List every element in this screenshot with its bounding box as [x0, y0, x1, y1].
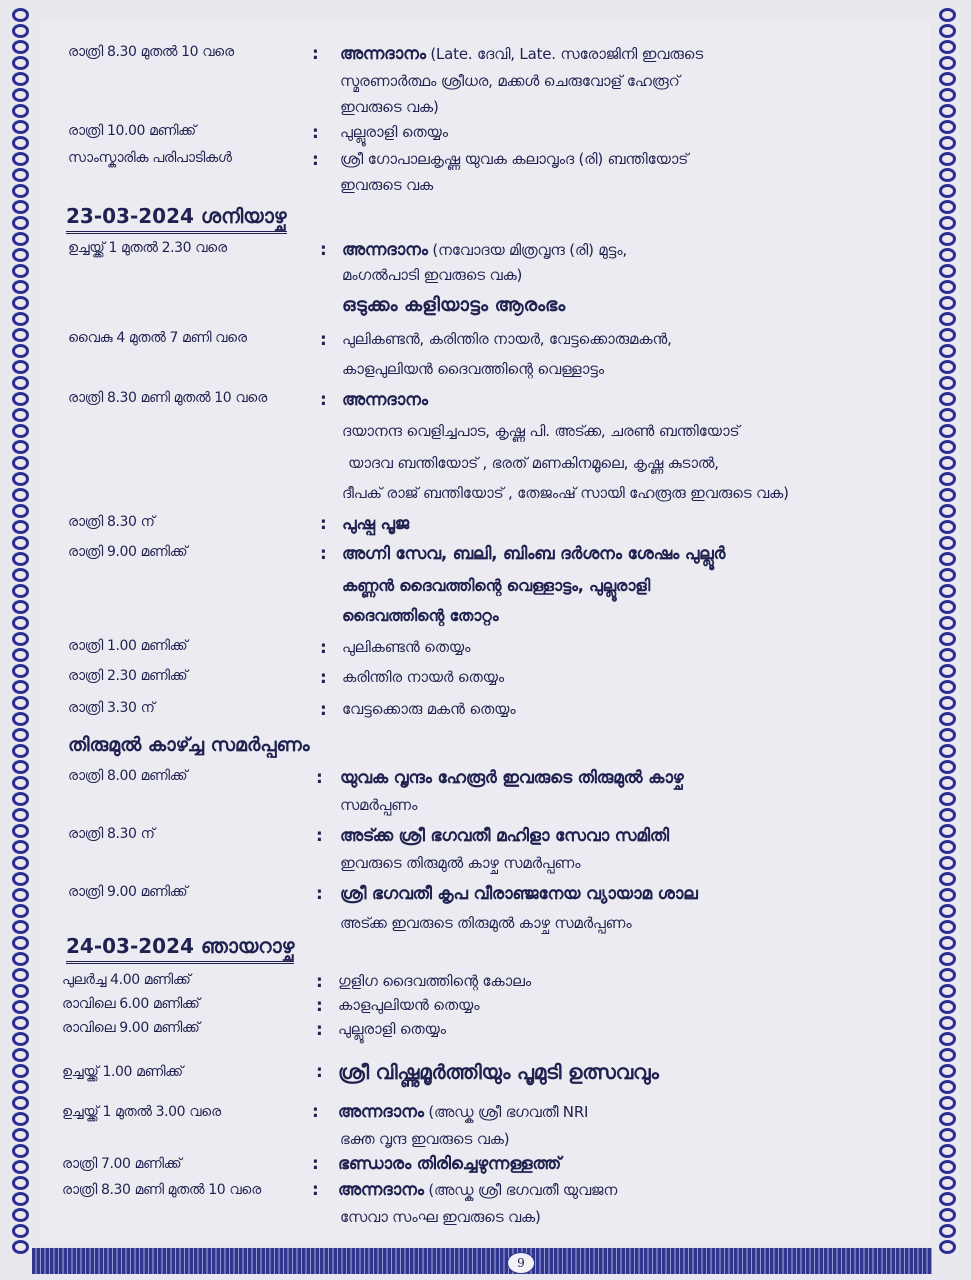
entry-colon: : — [316, 826, 323, 846]
entry-time: രാത്രി 8.30 ന് — [68, 826, 155, 842]
border-ring — [939, 632, 956, 646]
border-ring — [939, 760, 956, 774]
entry-description — [342, 390, 428, 410]
entry-time: ഉച്ചയ്ക്ക് 1 മുതൽ 2.30 വരെ — [68, 240, 227, 256]
border-ring — [939, 1096, 956, 1110]
border-ring — [939, 968, 956, 982]
border-ring — [939, 120, 956, 134]
entry-highlight: അന്നദാനം — [342, 390, 428, 410]
border-ring — [939, 504, 956, 518]
entry-highlight: അന്നദാനം — [338, 1180, 424, 1200]
border-ring — [12, 952, 29, 966]
entry-continuation: സേവാ സംഘ ഇവരുടെ വക) — [340, 1208, 541, 1226]
entry-highlight: പുഷ്പ പൂജ — [342, 514, 409, 534]
border-ring — [939, 472, 956, 486]
border-ring — [12, 296, 29, 310]
entry-text: (Late. ദേവി, Late. സരോജിനി ഇവരുടെ — [425, 45, 704, 63]
entry-description: ഗുളിഗ ദൈവത്തിന്റെ കോലം — [338, 972, 531, 990]
entry-description: കരിന്തിര നായർ തെയ്യം — [342, 668, 504, 686]
border-ring — [12, 888, 29, 902]
border-ring — [939, 776, 956, 790]
border-ring — [939, 104, 956, 118]
border-ring — [939, 168, 956, 182]
border-ring — [939, 1112, 956, 1126]
entry-time: രാത്രി 1.00 മണിക്ക് — [68, 638, 188, 654]
entry-continuation: ഇവരുടെ തിരുമുൽ കാഴ്ച സമർപ്പണം — [340, 854, 581, 872]
entry-colon: : — [312, 150, 319, 170]
border-ring — [12, 216, 29, 230]
border-ring — [939, 232, 956, 246]
border-ring — [939, 40, 956, 54]
border-ring — [939, 1144, 956, 1158]
entry-time: രാത്രി 7.00 മണിക്ക് — [62, 1156, 182, 1172]
entry-colon: : — [316, 884, 323, 904]
border-ring — [12, 904, 29, 918]
entry-text: (അഡ്ക ശ്രീ ഭഗവതീ NRI — [423, 1103, 589, 1121]
border-ring — [12, 1096, 29, 1110]
border-ring — [12, 792, 29, 806]
border-ring — [939, 696, 956, 710]
border-ring — [939, 1064, 956, 1078]
border-ring — [12, 1224, 29, 1238]
border-ring — [939, 536, 956, 550]
entry-colon: : — [320, 668, 327, 688]
border-ring — [939, 312, 956, 326]
entry-time: പുലർച്ച 4.00 മണിക്ക് — [62, 972, 191, 988]
border-ring — [939, 664, 956, 678]
border-ring — [12, 616, 29, 630]
border-ring — [12, 1000, 29, 1014]
border-ring — [12, 312, 29, 326]
border-ring — [12, 8, 29, 22]
kaliyattam-start-heading: ഒടുക്കം കളിയാട്ടം ആരംഭം — [342, 294, 566, 316]
entry-colon: : — [312, 1102, 319, 1122]
border-ring — [939, 1176, 956, 1190]
border-ring — [12, 1016, 29, 1030]
border-ring — [12, 392, 29, 406]
entry-colon: : — [316, 972, 323, 992]
border-ring — [939, 248, 956, 262]
entry-time: രാത്രി 2.30 മണിക്ക് — [68, 668, 188, 684]
border-ring — [12, 744, 29, 758]
border-ring — [12, 1112, 29, 1126]
border-ring — [12, 136, 29, 150]
border-ring — [12, 104, 29, 118]
border-ring — [12, 120, 29, 134]
border-ring — [939, 88, 956, 102]
border-ring — [12, 40, 29, 54]
entry-time: രാത്രി 10.00 മണിക്ക് — [68, 123, 196, 139]
entry-description — [338, 1180, 617, 1200]
border-ring — [939, 328, 956, 342]
border-ring — [12, 1208, 29, 1222]
border-ring — [939, 952, 956, 966]
border-ring — [939, 216, 956, 230]
border-ring — [939, 984, 956, 998]
border-ring — [12, 200, 29, 214]
border-ring — [12, 696, 29, 710]
entry-continuation: സമർപ്പണം — [340, 796, 418, 814]
border-ring — [939, 904, 956, 918]
border-ring — [12, 600, 29, 614]
entry-time: ഉച്ചയ്ക്ക് 1.00 മണിക്ക് — [62, 1064, 183, 1080]
border-ring — [939, 136, 956, 150]
border-ring — [12, 1240, 29, 1254]
border-ring — [12, 472, 29, 486]
border-ring — [12, 248, 29, 262]
border-ring — [939, 72, 956, 86]
border-ring — [12, 1176, 29, 1190]
border-ring — [939, 8, 956, 22]
entry-colon: : — [316, 1062, 323, 1082]
entry-description: പുല്ലൂരാളി തെയ്യം — [338, 1020, 446, 1038]
border-ring — [939, 680, 956, 694]
border-ring — [939, 616, 956, 630]
entry-continuation: ദൈവത്തിന്റെ തോറ്റം — [342, 606, 499, 625]
border-ring — [939, 520, 956, 534]
entry-description: പുലികണ്ടൻ തെയ്യം — [342, 638, 471, 656]
border-ring — [939, 1192, 956, 1206]
border-ring — [939, 1160, 956, 1174]
border-ring — [939, 56, 956, 70]
section-heading-offering: തിരുമുൽ കാഴ്ച്ച സമർപ്പണം — [68, 734, 310, 756]
entry-time: രാത്രി 9.00 മണിക്ക് — [68, 544, 188, 560]
border-ring — [939, 584, 956, 598]
entry-colon: : — [320, 240, 327, 260]
border-ring — [12, 840, 29, 854]
entry-highlight: യുവക വൃന്ദം ഹേരൂർ ഇവരുടെ തിരുമുൽ കാഴ്ച — [340, 768, 684, 788]
border-ring — [939, 744, 956, 758]
entry-description — [338, 1102, 588, 1122]
entry-colon: : — [320, 638, 327, 658]
entry-continuation: സ്മരണാർത്ഥം ശ്രീധര, മക്കൾ ചെരുവോള് ഹേരൂറ് — [340, 72, 680, 90]
entry-description — [338, 1154, 561, 1174]
footer-band — [32, 1248, 932, 1274]
entry-highlight: ശ്രീ വിഷ്ണുമൂർത്തിയും പൂമുടി ഉത്സവവും — [338, 1060, 659, 1084]
entry-highlight: അഗ്നി സേവ, ബലി, ബിംബ ദർശനം ശേഷം പുല്ലൂർ — [342, 544, 726, 564]
border-ring — [939, 344, 956, 358]
entry-colon: : — [316, 1020, 323, 1040]
entry-highlight: അന്നദാനം — [338, 1102, 424, 1122]
entry-colon: : — [320, 390, 327, 410]
entry-colon: : — [312, 1154, 319, 1174]
border-ring — [12, 408, 29, 422]
border-ring — [12, 520, 29, 534]
border-ring — [12, 648, 29, 662]
entry-continuation: ദയാനന്ദ വെളിച്ചപാട, കൃഷ്ണ പി. അട്ക്ക, ചരൺ ബന്തിയോട് — [342, 422, 740, 440]
border-ring — [939, 296, 956, 310]
border-ring — [939, 1016, 956, 1030]
entry-highlight: ഭണ്ഡാരം തിരിച്ചെഴുന്നള്ളത്ത് — [338, 1154, 561, 1174]
border-ring — [939, 792, 956, 806]
entry-time: രാത്രി 8.30 മുതൽ 10 വരെ — [68, 44, 234, 60]
entry-description — [340, 768, 683, 788]
border-ring — [939, 360, 956, 374]
entry-description: ശ്രീ ഗോപാലകൃഷ്ണ യുവക കലാവൃംദ (രി) ബന്തിയോട് — [340, 150, 689, 168]
border-ring — [12, 1064, 29, 1078]
entry-continuation: കണ്ണൻ ദൈവത്തിന്റെ വെള്ളാട്ടം, പുല്ലൂരാളി — [342, 576, 650, 595]
border-ring — [939, 152, 956, 166]
entry-highlight: ശ്രീ ഭഗവതീ കൃപ വീരാഞ്ജനേയ വ്യായാമ ശാല — [340, 884, 698, 904]
border-ring — [12, 712, 29, 726]
border-ring — [939, 920, 956, 934]
entry-time: രാത്രി 8.30 ന് — [68, 514, 155, 530]
border-ring — [939, 936, 956, 950]
entry-continuation: ഭക്ത വൃന്ദ ഇവരുടെ വക) — [340, 1130, 510, 1148]
border-ring — [939, 488, 956, 502]
entry-time: രാത്രി 8.30 മണി മുതൽ 10 വരെ — [62, 1182, 261, 1198]
entry-time: രാവിലെ 6.00 മണിക്ക് — [62, 996, 200, 1012]
entry-continuation: യാദവ ബന്തിയോട് , ഭരത് മണകിനമൂലെ, കൃഷ്ണ കുടാൽ, — [348, 454, 719, 472]
entry-time: രാത്രി 9.00 മണിക്ക് — [68, 884, 188, 900]
border-ring — [12, 728, 29, 742]
border-ring — [12, 920, 29, 934]
border-ring — [12, 1160, 29, 1174]
border-ring — [12, 1080, 29, 1094]
border-ring — [12, 504, 29, 518]
entry-time: രാത്രി 8.30 മണി മുതൽ 10 വരെ — [68, 390, 267, 406]
entry-description — [340, 884, 698, 904]
border-ring — [939, 376, 956, 390]
border-ring — [12, 968, 29, 982]
border-ring — [12, 184, 29, 198]
border-ring — [939, 712, 956, 726]
entry-colon: : — [320, 544, 327, 564]
entry-time: രാവിലെ 9.00 മണിക്ക് — [62, 1020, 200, 1036]
border-ring — [12, 152, 29, 166]
border-ring — [12, 824, 29, 838]
border-ring — [939, 568, 956, 582]
border-ring — [12, 1192, 29, 1206]
border-ring — [12, 856, 29, 870]
entry-continuation: ദീപക് രാജ് ബന്തിയോട് , തേജംഷ് സായി ഹേരൂരു ഇവരുടെ വക) — [342, 484, 789, 502]
border-ring — [12, 376, 29, 390]
border-ring — [939, 728, 956, 742]
border-ring — [12, 488, 29, 502]
border-ring — [12, 280, 29, 294]
border-ring — [12, 168, 29, 182]
left-ring-border — [6, 8, 36, 1248]
entry-time: ഉച്ചയ്ക്ക് 1 മുതൽ 3.00 വരെ — [62, 1104, 221, 1120]
page-number: 9 — [507, 1252, 535, 1274]
entry-time: രാത്രി 8.00 മണിക്ക് — [68, 768, 188, 784]
border-ring — [939, 280, 956, 294]
border-ring — [12, 936, 29, 950]
border-ring — [939, 600, 956, 614]
border-ring — [12, 264, 29, 278]
border-ring — [12, 360, 29, 374]
border-ring — [12, 1048, 29, 1062]
entry-colon: : — [320, 700, 327, 720]
border-ring — [939, 24, 956, 38]
entry-continuation: ഇവരുടെ വക) — [340, 98, 439, 116]
border-ring — [12, 88, 29, 102]
border-ring — [939, 1048, 956, 1062]
border-ring — [939, 184, 956, 198]
border-ring — [12, 24, 29, 38]
entry-description — [342, 544, 725, 564]
entry-highlight: അന്നദാനം — [342, 240, 428, 260]
entry-highlight: അട്ക്ക ശ്രീ ഭഗവതീ മഹിളാ സേവാ സമിതി — [340, 826, 669, 846]
border-ring — [12, 872, 29, 886]
border-ring — [939, 1000, 956, 1014]
border-ring — [12, 456, 29, 470]
entry-time: വൈകു 4 മുതൽ 7 മണി വരെ — [68, 330, 247, 346]
date-heading-saturday: 23-03-2024 ശനിയാഴ്ച — [66, 204, 287, 234]
entry-colon: : — [312, 123, 319, 143]
entry-description — [342, 240, 627, 260]
border-ring — [12, 632, 29, 646]
border-ring — [12, 760, 29, 774]
entry-time: രാത്രി 3.30 ന് — [68, 700, 155, 716]
border-ring — [12, 344, 29, 358]
entry-description — [340, 44, 703, 64]
border-ring — [12, 776, 29, 790]
border-ring — [939, 888, 956, 902]
border-ring — [12, 1144, 29, 1158]
date-heading-sunday: 24-03-2024 ഞായറാഴ്ച — [66, 934, 294, 964]
entry-description: കാളപുലിയൻ തെയ്യം — [338, 996, 480, 1014]
border-ring — [939, 824, 956, 838]
entry-colon: : — [320, 330, 327, 350]
border-ring — [939, 1240, 956, 1254]
border-ring — [12, 1032, 29, 1046]
border-ring — [12, 72, 29, 86]
border-ring — [12, 680, 29, 694]
border-ring — [939, 856, 956, 870]
border-ring — [12, 664, 29, 678]
entry-continuation: കാളപുലിയൻ ദൈവത്തിന്റെ വെള്ളാട്ടം — [342, 360, 604, 378]
border-ring — [12, 232, 29, 246]
border-ring — [12, 568, 29, 582]
border-ring — [939, 1128, 956, 1142]
border-ring — [939, 392, 956, 406]
border-ring — [939, 1208, 956, 1222]
border-ring — [12, 424, 29, 438]
border-ring — [12, 984, 29, 998]
border-ring — [12, 56, 29, 70]
entry-description: വേട്ടക്കൊരു മകൻ തെയ്യം — [342, 700, 516, 718]
entry-colon: : — [312, 1180, 319, 1200]
border-ring — [939, 808, 956, 822]
border-ring — [939, 648, 956, 662]
border-ring — [12, 808, 29, 822]
border-ring — [939, 552, 956, 566]
border-ring — [939, 872, 956, 886]
border-ring — [12, 1128, 29, 1142]
border-ring — [939, 1080, 956, 1094]
entry-colon: : — [312, 44, 319, 64]
border-ring — [939, 424, 956, 438]
entry-highlight: അന്നദാനം — [340, 44, 426, 64]
entry-continuation: മംഗൽപാടി ഇവരുടെ വക) — [342, 266, 523, 284]
entry-description: പുലികണ്ടൻ, കരിന്തിര നായർ, വേട്ടക്കൊരുമകൻ, — [342, 330, 672, 348]
border-ring — [12, 440, 29, 454]
entry-colon: : — [316, 768, 323, 788]
border-ring — [12, 536, 29, 550]
border-ring — [939, 1224, 956, 1238]
border-ring — [12, 552, 29, 566]
entry-text: (അഡ്ക ശ്രീ ഭഗവതീ യുവജന — [423, 1181, 618, 1199]
entry-text: (നവോദയ മിത്രവൃന്ദ (രി) മുട്ടം, — [427, 241, 627, 259]
entry-description — [338, 1060, 659, 1084]
border-ring — [939, 456, 956, 470]
border-ring — [939, 840, 956, 854]
entry-time: സാംസ്കാരിക പരിപാടികൾ — [68, 150, 232, 166]
entry-colon: : — [316, 996, 323, 1016]
border-ring — [939, 440, 956, 454]
entry-colon: : — [320, 514, 327, 534]
entry-description — [342, 514, 409, 534]
border-ring — [939, 264, 956, 278]
border-ring — [939, 1032, 956, 1046]
entry-description: പുല്ലൂരാളി തെയ്യം — [340, 123, 448, 141]
entry-continuation: അട്ക്ക ഇവരുടെ തിരുമുൽ കാഴ്ച സമർപ്പണം — [340, 914, 632, 932]
border-ring — [12, 328, 29, 342]
entry-continuation: ഇവരുടെ വക — [340, 176, 434, 194]
right-ring-border — [933, 8, 963, 1248]
border-ring — [939, 200, 956, 214]
entry-description — [340, 826, 669, 846]
border-ring — [12, 584, 29, 598]
border-ring — [939, 408, 956, 422]
